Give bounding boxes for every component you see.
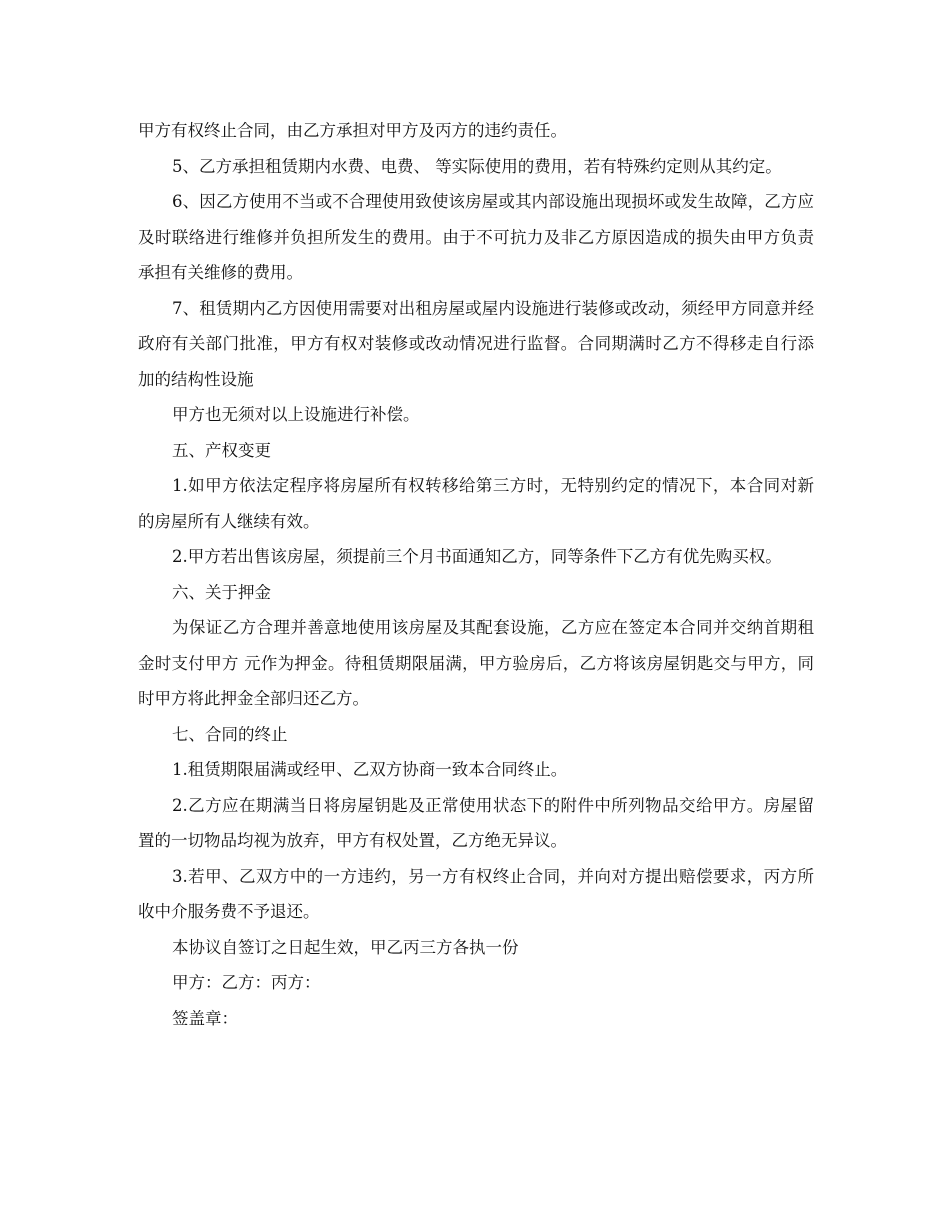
section-heading-termination: 七、合同的终止 xyxy=(172,724,288,744)
paragraph-property-2: 2.甲方若出售该房屋，须提前三个月书面通知乙方，同等条件下乙方有优先购买权。 xyxy=(172,547,782,566)
paragraph-termination-2: 2.乙方应在期满当日将房屋钥匙及正常使用状态下的附件中所列物品交给甲方。房屋留置的一切物品均视为放弃，甲方有权处置，乙方绝无异议。 xyxy=(138,795,814,850)
paragraph-deposit: 为保证乙方合理并善意地使用该房屋及其配套设施，乙方应在签定本合同并交纳首期租金时支付甲方 元作为押金。待租赁期限届满，甲方验房后，乙方将该房屋钥匙交与甲方，同时甲方将此押金全部归还乙方。 xyxy=(138,618,814,708)
signature-seal: 签盖章： xyxy=(172,1008,238,1028)
paragraph-compensation: 甲方也无须对以上设施进行补偿。 xyxy=(172,405,420,424)
signature-parties: 甲方：乙方：丙方： xyxy=(172,973,321,992)
paragraph-clause-7: 7、租赁期内乙方因使用需要对出租房屋或屋内设施进行装修或改动，须经甲方同意并经政府有关部门批准，甲方有权对装修或改动情况进行监督。合同期满时乙方不得移走自行添加的结构性设施 xyxy=(138,298,814,389)
paragraph-effective: 本协议自签订之日起生效，甲乙丙三方各执一份 xyxy=(172,937,519,957)
paragraph-property-1: 1.如甲方依法定程序将房屋所有权转移给第三方时，无特别约定的情况下，本合同对新的房屋所有人继续有效。 xyxy=(138,476,814,531)
document-page xyxy=(138,113,814,1036)
paragraph-termination-1: 1.租赁期限届满或经甲、乙双方协商一致本合同终止。 xyxy=(172,760,568,779)
paragraph-0: 甲方有权终止合同，由乙方承担对甲方及丙方的违约责任。 xyxy=(138,121,567,140)
section-heading-deposit: 六、关于押金 xyxy=(172,582,271,602)
paragraph-termination-3: 3.若甲、乙双方中的一方违约，另一方有权终止合同，并向对方提出赔偿要求，丙方所收中介服务费不予退还。 xyxy=(138,866,814,921)
section-heading-property-change: 五、产权变更 xyxy=(172,440,271,460)
paragraph-clause-6: 6、因乙方使用不当或不合理使用致使该房屋或其内部设施出现损坏或发生故障，乙方应及时联络进行维修并负担所发生的费用。由于不可抗力及非乙方原因造成的损失由甲方负责承担有关维修的费用。 xyxy=(138,192,814,282)
paragraph-clause-5: 5、乙方承担租赁期内水费、电费、 等实际使用的费用，若有特殊约定则从其约定。 xyxy=(172,156,782,176)
